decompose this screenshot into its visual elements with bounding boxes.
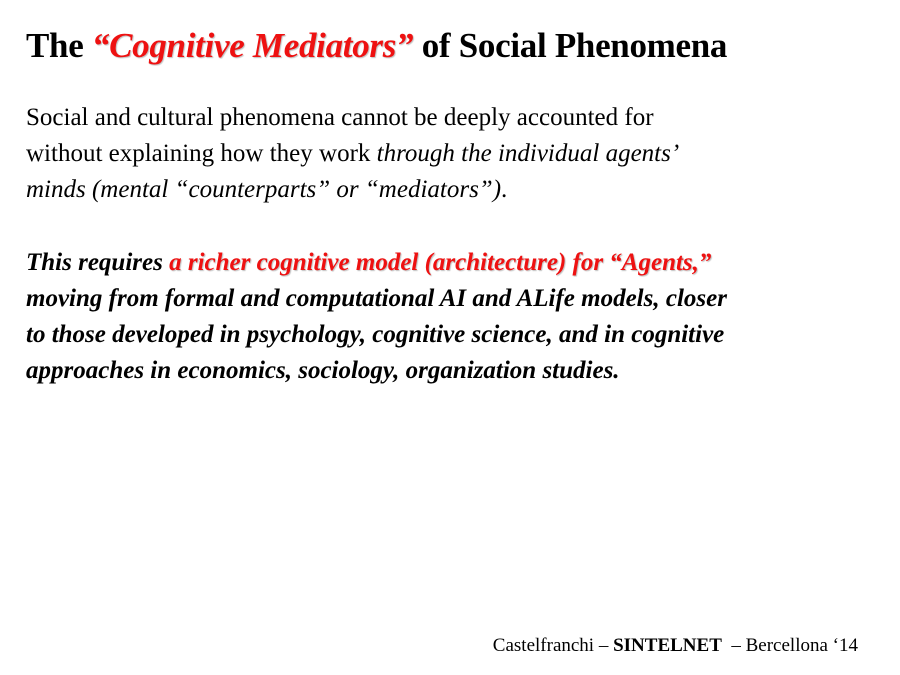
paragraph2-line1-prefix: This requires — [26, 249, 170, 276]
paragraph2-line1 — [26, 245, 886, 281]
title-accent: “Cognitive Mediators” — [91, 26, 414, 65]
slide-footer — [493, 634, 858, 658]
paragraph2-line1-accent: a richer cognitive model (architecture) for “Agents,” — [169, 249, 712, 276]
paragraph1-line1: Social and cultural phenomena cannot be deeply accounted for — [26, 104, 654, 131]
title-prefix: The — [26, 26, 92, 65]
paragraph2-line2: moving from formal and computational AI and ALife models, closer — [26, 285, 727, 312]
paragraph1-line3 — [26, 172, 886, 208]
paragraph2-line3: to those developed in psychology, cognitive science, and in cognitive — [26, 321, 725, 348]
title-suffix: of Social Phenomena — [413, 26, 728, 65]
paragraph1-line2-italic: through the individual agents’ — [376, 140, 680, 167]
footer-author: Castelfranchi – — [492, 635, 614, 656]
slide-title — [26, 24, 886, 68]
footer-venue: – Bercellona ‘14 — [721, 635, 858, 656]
paragraph-requirement — [26, 245, 886, 389]
paragraph1-line2 — [26, 136, 886, 172]
paragraph1-line3-italic: minds (mental “counterparts” or “mediators”) — [26, 176, 502, 203]
footer-project: SINTELNET — [613, 635, 722, 656]
paragraph-mediators — [26, 100, 886, 208]
paragraph1-line3-end: . — [501, 176, 508, 203]
paragraph1-line2-plain: without explaining how they work — [26, 140, 377, 167]
paragraph2-line4: approaches in economics, sociology, organization studies. — [26, 357, 620, 384]
